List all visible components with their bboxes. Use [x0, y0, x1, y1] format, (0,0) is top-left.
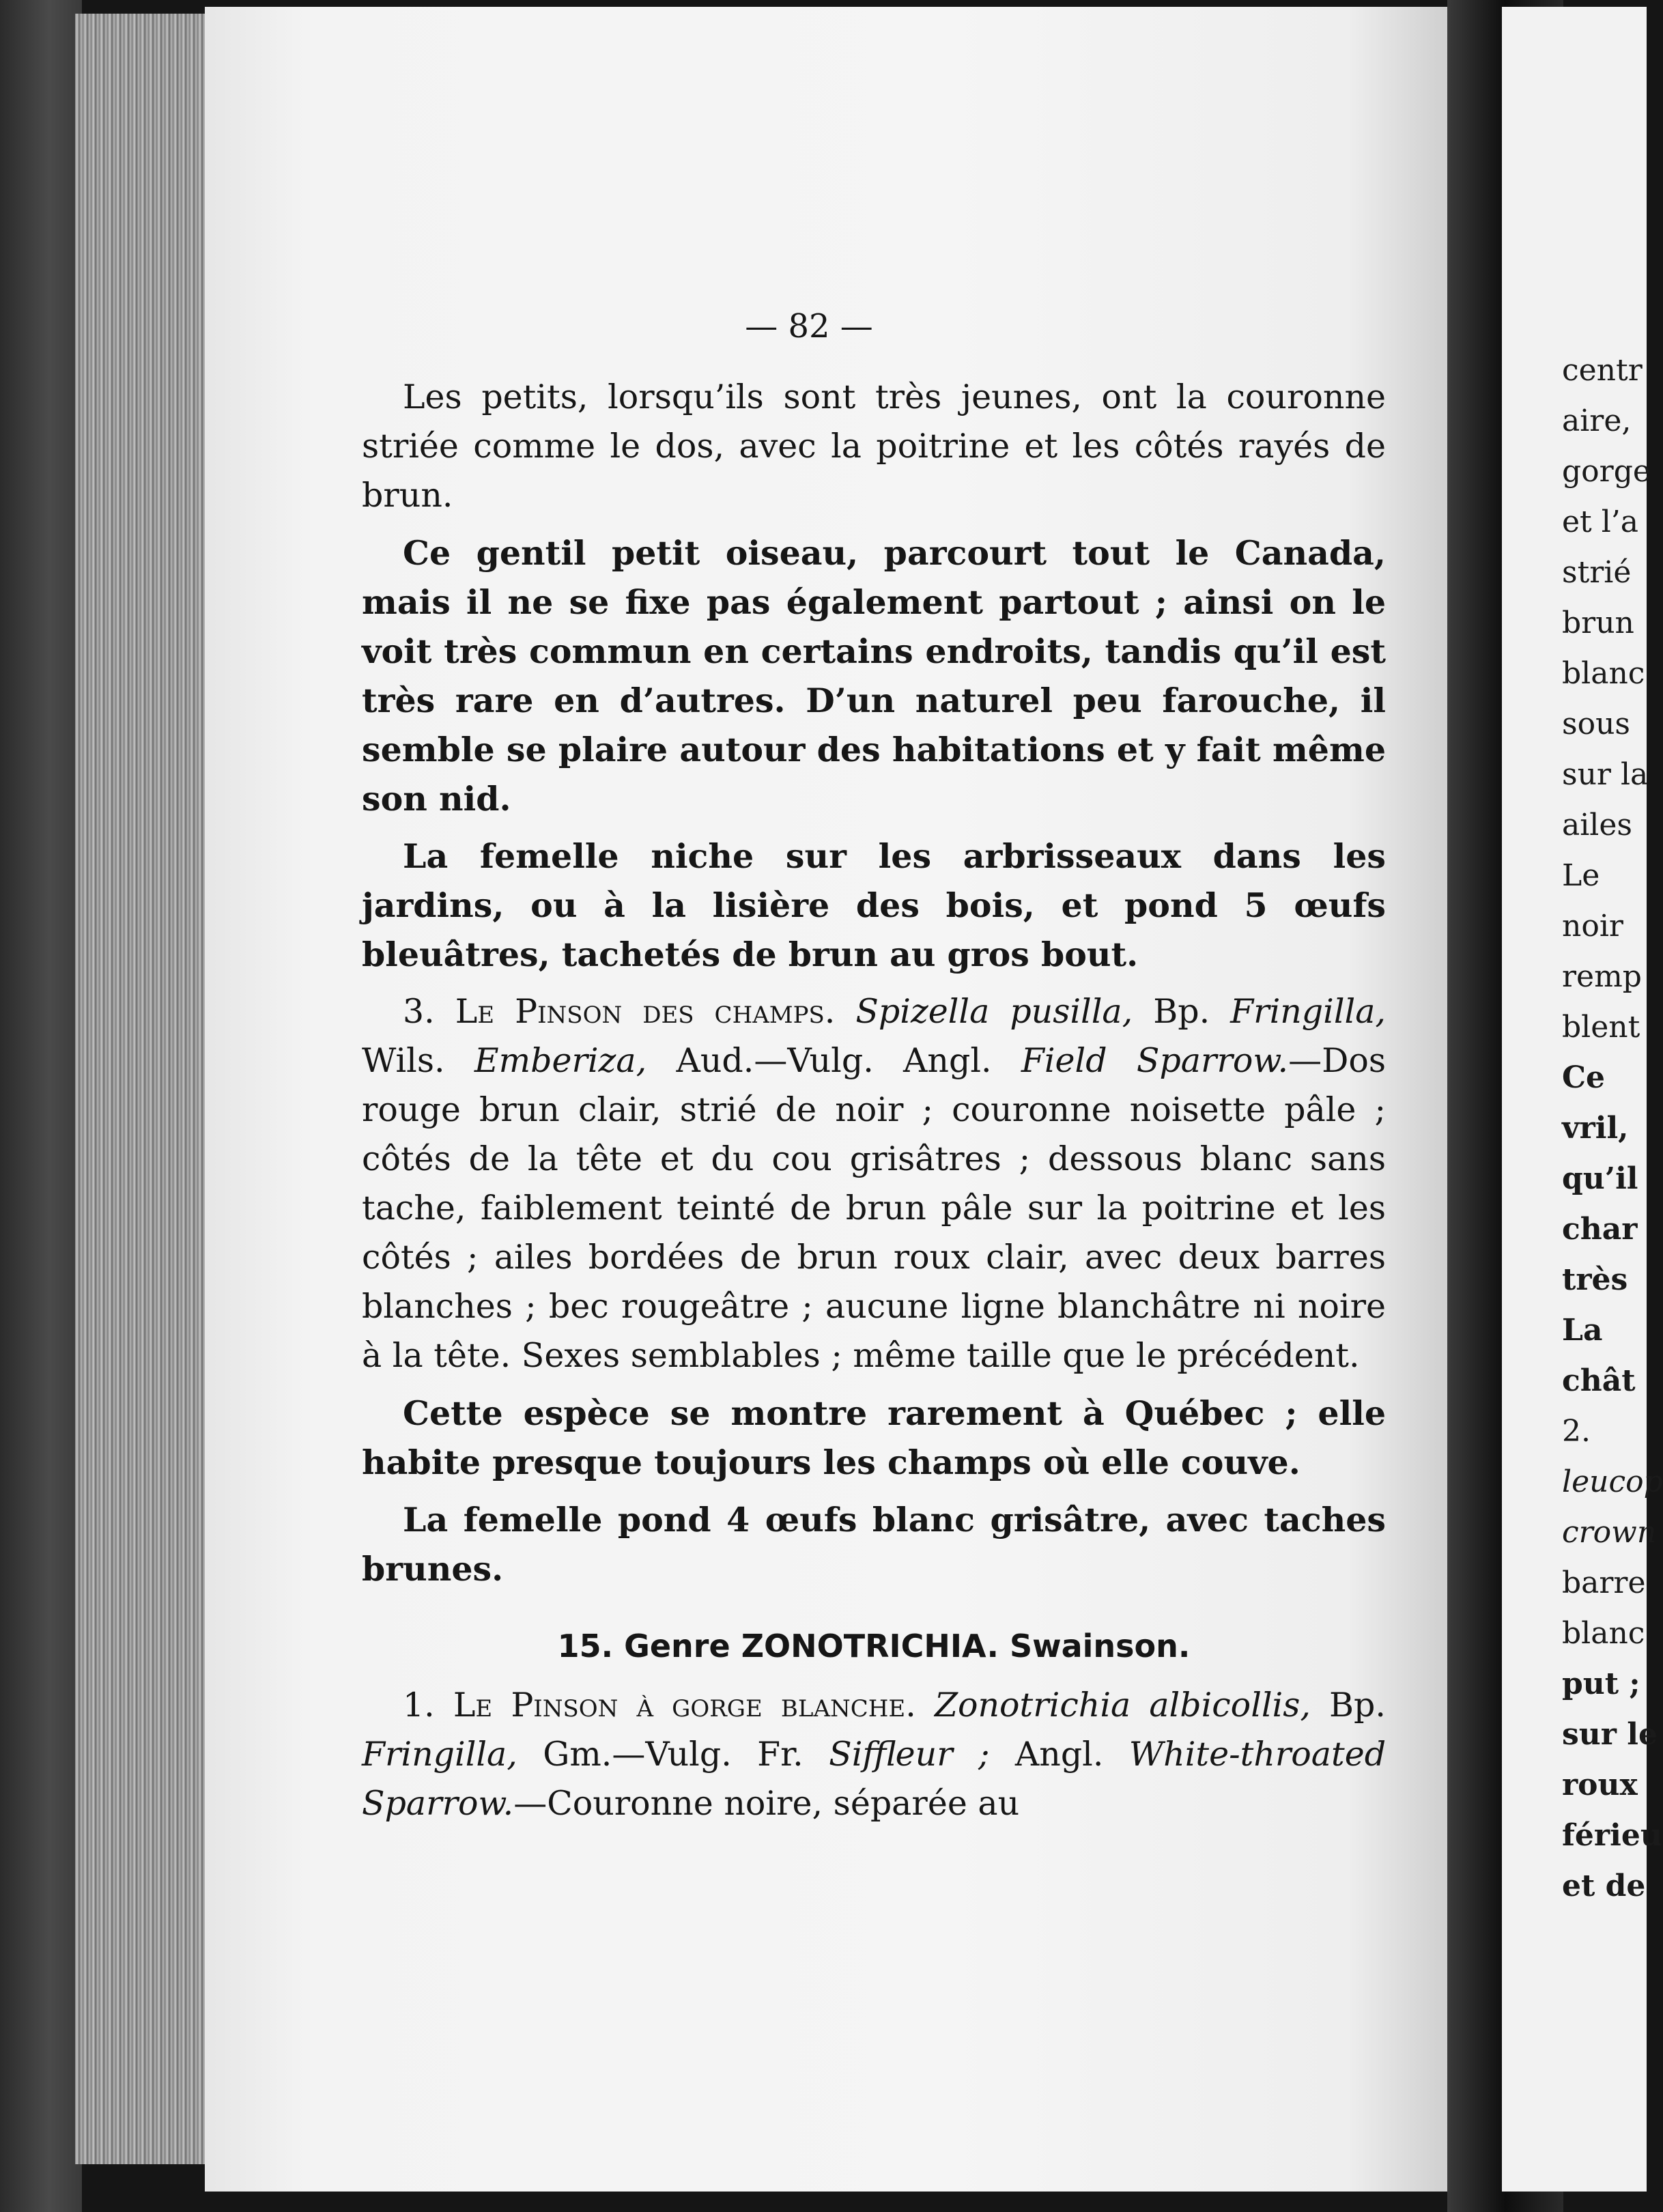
right-page-line: leucop: [1562, 1464, 1663, 1499]
vernacular-label: Gm.—Vulg. Fr.: [543, 1735, 804, 1774]
right-page-line: char: [1562, 1212, 1638, 1247]
authority: Bp.: [1153, 992, 1210, 1031]
right-page-line: barre: [1562, 1565, 1646, 1600]
authority: Bp.: [1329, 1686, 1386, 1725]
species-name: Le Pinson des champs.: [455, 992, 836, 1031]
right-page-line: La: [1562, 1313, 1603, 1348]
vernacular-label: Aud.—Vulg. Angl.: [676, 1041, 992, 1080]
species-description: —Couronne noire, séparée au: [513, 1784, 1020, 1823]
species-name: Le Pinson à gorge blanche.: [453, 1686, 916, 1725]
genus-heading: 15. Genre ZONOTRICHIA. Swainson.: [557, 1628, 1191, 1664]
english-name: Field Sparrow.: [1021, 1041, 1289, 1080]
species-entry-field-sparrow: [362, 987, 1386, 1380]
right-page-line: Le: [1562, 858, 1600, 893]
scientific-name: Spizella pusilla,: [855, 992, 1133, 1031]
english-name: White-throated Sparrow.: [362, 1735, 1387, 1823]
french-name: Siffleur ;: [829, 1735, 990, 1774]
paragraph-eggs: La femelle pond 4 œufs blanc grisâtre, avec taches brunes.: [362, 1500, 1386, 1589]
right-page-line: blanc: [1562, 1616, 1645, 1651]
right-page-line: roux: [1562, 1768, 1638, 1802]
species-number: 1.: [403, 1686, 435, 1725]
right-page-line: noir: [1562, 909, 1623, 944]
page-text: [362, 307, 1386, 1837]
right-page-line: remp: [1562, 959, 1642, 994]
page-stack-edges: [75, 14, 212, 2164]
right-page-line: chât: [1562, 1363, 1636, 1398]
authority: Wils.: [362, 1041, 445, 1080]
species-entry-white-throated-sparrow: [362, 1681, 1386, 1828]
right-page-line: brun: [1562, 606, 1634, 640]
right-page-line: et de: [1562, 1869, 1646, 1903]
right-page-line: ailes: [1562, 808, 1632, 842]
right-page-line: aire,: [1562, 403, 1632, 438]
right-page-line: et l’a: [1562, 505, 1638, 539]
right-page-line: put ;: [1562, 1667, 1640, 1701]
right-page-line: sur la: [1562, 757, 1649, 792]
right-page-line: blanc: [1562, 656, 1645, 691]
right-page-line: sous: [1562, 707, 1630, 741]
right-page-line: qu’il: [1562, 1161, 1638, 1196]
paragraph-range: Ce gentil petit oiseau, parcourt tout le Canada, mais il ne se fixe pas également partout ; ainsi on le voit très commun en certains endroits, tandis qu’il est très rare en d’autres. D’un naturel peu farouche, il semble se plaire autour des habitations et y fait même son nid.: [362, 533, 1386, 819]
right-page-line: férieu: [1562, 1818, 1662, 1853]
vernacular-label: Angl.: [1014, 1735, 1104, 1774]
right-page-line: crown: [1562, 1515, 1657, 1550]
synonym-genus: Fringilla,: [1230, 992, 1386, 1031]
right-page-line: gorge: [1562, 454, 1651, 489]
right-page-line: blent: [1562, 1010, 1640, 1045]
page-number: — 82 —: [745, 307, 873, 345]
right-page-line: centr: [1562, 353, 1643, 388]
right-page-fragment: [1502, 7, 1663, 2192]
synonym-genus: Fringilla,: [362, 1735, 517, 1774]
right-page-line: sur le: [1562, 1717, 1658, 1752]
book-cover-edge: [0, 0, 82, 2212]
right-page-line: strié: [1562, 555, 1632, 590]
right-page-line: vril,: [1562, 1111, 1629, 1146]
right-page-lines: [1502, 345, 1663, 1912]
right-page-line: Ce: [1562, 1060, 1606, 1095]
right-page-line: 2.: [1562, 1414, 1591, 1449]
scientific-name: Zonotrichia albicollis,: [934, 1686, 1311, 1725]
species-description: —Dos rouge brun clair, strié de noir ; couronne noisette pâle ; côtés de la tête et du cou grisâtres ; dessous blanc sans tache, faiblement teinté de brun pâle sur la poitrine et les côtés ; ailes bordées de brun roux clair, avec deux barres blanches ; bec rougeâtre ; aucune ligne blanchâtre ni noire à la tête. Sexes semblables ; même taille que le précédent.: [362, 1041, 1387, 1375]
paragraph-nesting: La femelle niche sur les arbrisseaux dans les jardins, ou à la lisière des bois, et pond 5 œufs bleuâtres, tachetés de brun au gros bout.: [362, 836, 1386, 974]
paragraph-quebec: Cette espèce se montre rarement à Québec ; elle habite presque toujours les champs où elle couve.: [362, 1393, 1386, 1482]
paragraph-young: Les petits, lorsqu’ils sont très jeunes, ont la couronne striée comme le dos, avec la poitrine et les côtés rayés de brun.: [362, 378, 1386, 515]
synonym-genus: Emberiza,: [474, 1041, 647, 1080]
right-page-line: très: [1562, 1262, 1628, 1297]
species-number: 3.: [403, 992, 435, 1031]
